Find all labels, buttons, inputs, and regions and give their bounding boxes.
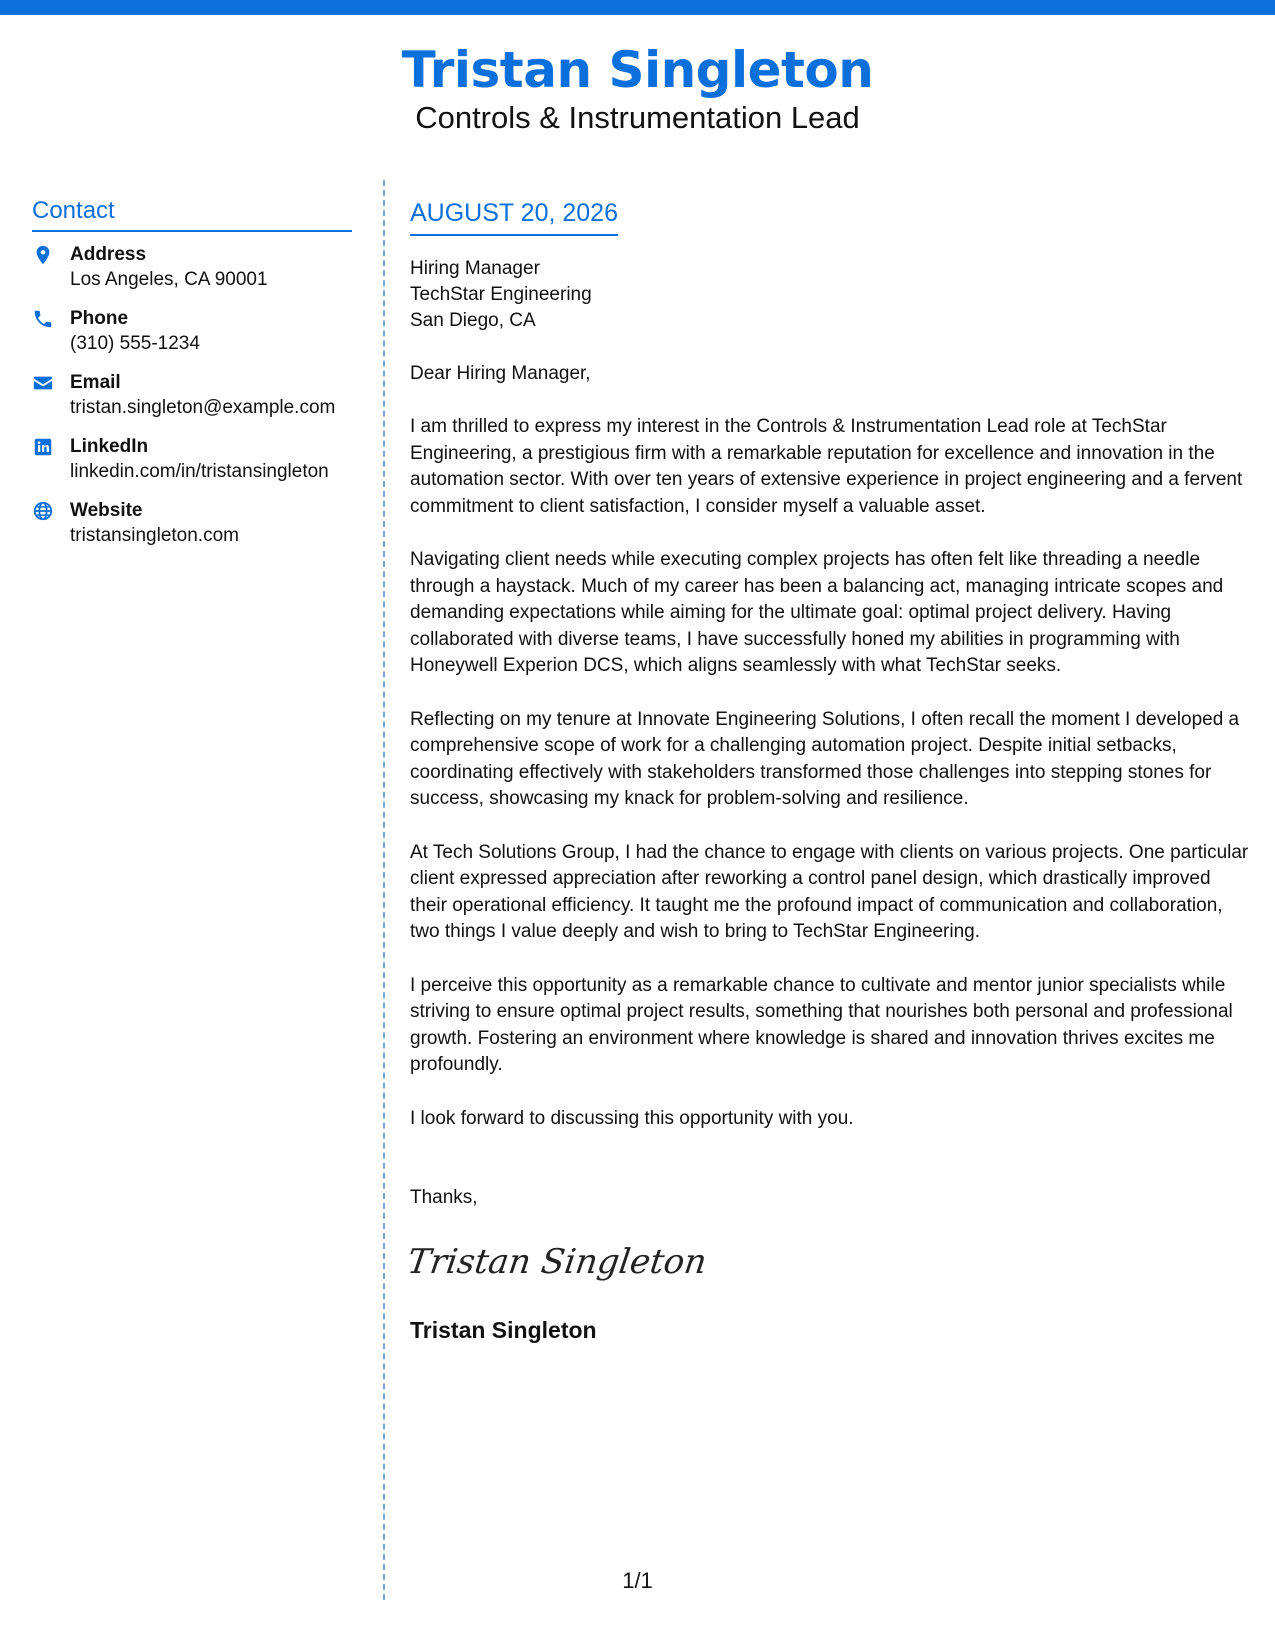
applicant-name: Tristan Singleton <box>401 41 874 99</box>
contact-label: Address <box>70 244 147 265</box>
envelope-icon <box>32 372 54 394</box>
phone-icon <box>32 308 54 330</box>
signer-name: Tristan Singleton <box>410 1317 597 1343</box>
page-number: 1/1 <box>622 1568 653 1593</box>
contact-value: tristan.singleton@example.com <box>70 397 336 418</box>
contact-value: (310) 555-1234 <box>70 333 200 354</box>
letter-paragraph: At Tech Solutions Group, I had the chance to engage with clients on various projects. One particular client expressed appreciation after reworking a control panel design, which drastically improved their operational efficiency. It taught me the profound impact of communication and collaboration, two things I value deeply and wish to bring to TechStar Engineering. <box>410 841 1249 942</box>
letter-paragraph: I look forward to discussing this opportunity with you. <box>410 1107 854 1129</box>
signature-text: Tristan Singleton <box>404 1242 710 1282</box>
recipient-line: TechStar Engineering <box>410 284 592 305</box>
recipient-line: San Diego, CA <box>410 310 536 331</box>
location-pin-icon <box>32 244 54 266</box>
linkedin-icon <box>32 436 54 458</box>
letter-body <box>404 196 1250 1345</box>
contact-label: LinkedIn <box>70 436 149 457</box>
contact-item-website <box>32 498 352 548</box>
header <box>0 38 1275 138</box>
contact-item-address <box>32 242 352 292</box>
applicant-title: Controls & Instrumentation Lead <box>415 100 860 135</box>
contact-label: Website <box>70 500 143 521</box>
letter-date: AUGUST 20, 2026 <box>410 196 618 236</box>
handwritten-signature <box>404 1231 1250 1291</box>
contact-item-linkedin <box>32 434 352 484</box>
contact-value: tristansingleton.com <box>70 525 239 546</box>
contact-item-phone <box>32 306 352 356</box>
letter-paragraph: Reflecting on my tenure at Innovate Engineering Solutions, I often recall the moment I developed a comprehensive scope of work for a challenging automation project. Despite initial setbacks, coordinating effectively with stakeholders transformed those challenges into stepping stones for success, showcasing my knack for problem-solving and resilience. <box>410 708 1240 809</box>
globe-icon <box>32 500 54 522</box>
letter-paragraph: Navigating client needs while executing complex projects has often felt like threading a needle through a haystack. Much of my career has been a balancing act, managing intricate scopes and demanding expectations while aiming for the ultimate goal: optimal project delivery. Having collaborated with diverse teams, I have successfully honed my abilities in programming with Honeywell Experion DCS, which aligns seamlessly with what TechStar seeks. <box>410 549 1224 676</box>
recipient-line: Hiring Manager <box>410 258 540 279</box>
recipient-block <box>410 256 1250 334</box>
column-divider <box>383 180 385 1600</box>
top-accent-bar <box>0 0 1275 15</box>
contact-sidebar <box>32 194 352 562</box>
contact-value: linkedin.com/in/tristansingleton <box>70 461 329 482</box>
salutation: Dear Hiring Manager, <box>410 363 591 384</box>
contact-value: Los Angeles, CA 90001 <box>70 269 268 290</box>
contact-item-email <box>32 370 352 420</box>
letter-paragraph: I perceive this opportunity as a remarkable chance to cultivate and mentor junior specialists while striving to ensure optimal project results, something that nourishes both personal and professional growth. Fostering an environment where knowledge is shared and innovation thrives excites me profoundly. <box>410 974 1233 1075</box>
contact-heading: Contact <box>32 194 352 232</box>
contact-label: Email <box>70 372 121 393</box>
letter-paragraph: I am thrilled to express my interest in the Controls & Instrumentation Lead role at TechStar Engineering, a prestigious firm with a remarkable reputation for excellence and innovation in the automation sector. With over ten years of extensive experience in project engineering and a fervent commitment to client satisfaction, I consider myself a valuable asset. <box>410 416 1243 517</box>
contact-label: Phone <box>70 308 129 329</box>
closing: Thanks, <box>410 1187 478 1208</box>
